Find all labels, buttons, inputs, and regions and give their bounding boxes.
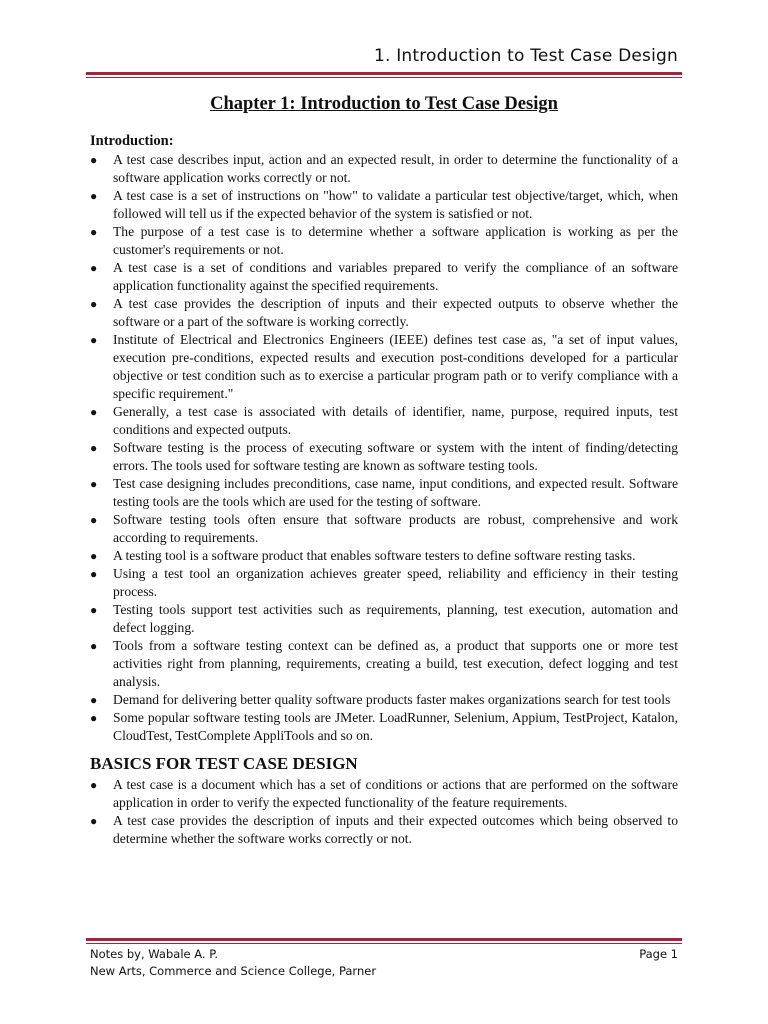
- list-item-text: Institute of Electrical and Electronics Engineers (IEEE) defines test case as, "a set of input values, execution pre-conditions, expected results and execution post-conditions developed for a particular objective or test condition such as to exercise a particular program path or to verify compliance with a specific requirement.": [113, 332, 678, 401]
- list-item-text: Test case designing includes preconditions, case name, input conditions, and expected result. Software testing tools are the tools which are used for the testing of software.: [113, 476, 678, 509]
- header-rule-thin: [86, 77, 682, 78]
- chapter-title-text: Chapter 1: Introduction to Test Case Design: [210, 94, 558, 114]
- list-item-text: A test case provides the description of inputs and their expected outputs to observe whether the software or a part of the software is working correctly.: [113, 296, 678, 329]
- list-item: [90, 709, 678, 745]
- list-item-text: Testing tools support test activities such as requirements, planning, test execution, automation and defect logging.: [113, 602, 678, 635]
- bullet-dot-icon: ●: [90, 189, 98, 203]
- bullet-dot-icon: ●: [90, 693, 98, 707]
- header-rule-thick: [86, 72, 682, 75]
- list-item: [90, 187, 678, 223]
- list-item: [90, 565, 678, 601]
- footer-left: [90, 946, 376, 980]
- list-item-text: Using a test tool an organization achieves greater speed, reliability and efficiency in their testing process.: [113, 566, 678, 599]
- bullet-dot-icon: ●: [90, 513, 98, 527]
- list-item-text: A test case is a document which has a set of conditions or actions that are performed on the software application in order to verify the expected functionality of the feature requirements.: [113, 777, 678, 810]
- chapter-title: [0, 94, 768, 115]
- list-item: [90, 403, 678, 439]
- bullet-dot-icon: ●: [90, 639, 98, 653]
- list-item: [90, 812, 678, 848]
- bullet-dot-icon: ●: [90, 261, 98, 275]
- bullet-dot-icon: ●: [90, 153, 98, 167]
- footer-page-number: Page 1: [639, 947, 678, 961]
- bullet-dot-icon: ●: [90, 778, 98, 792]
- list-item-text: A test case provides the description of inputs and their expected outcomes which being observed to determine whether the software works correctly or not.: [113, 813, 678, 846]
- list-item: [90, 295, 678, 331]
- list-item-text: Software testing is the process of executing software or system with the intent of finding/detecting errors. The tools used for software testing are known as software testing tools.: [113, 440, 678, 473]
- list-item: [90, 331, 678, 403]
- list-item: [90, 776, 678, 812]
- section-title: BASICS FOR TEST CASE DESIGN: [90, 754, 358, 773]
- bullet-dot-icon: ●: [90, 814, 98, 828]
- list-item: [90, 547, 678, 565]
- list-item-text: Generally, a test case is associated with details of identifier, name, purpose, required inputs, test conditions and expected outputs.: [113, 404, 678, 437]
- list-item-text: Demand for delivering better quality software products faster makes organizations search for test tools: [113, 692, 671, 707]
- bullet-dot-icon: ●: [90, 567, 98, 581]
- list-item-text: Tools from a software testing context can be defined as, a product that supports one or more test activities right from planning, requirements, creating a build, test execution, defect logging and test analysis.: [113, 638, 678, 689]
- footer-rule-thin: [86, 943, 682, 944]
- basics-bullet-list: [90, 776, 678, 848]
- bullet-dot-icon: ●: [90, 405, 98, 419]
- bullet-dot-icon: ●: [90, 549, 98, 563]
- list-item-text: A test case describes input, action and an expected result, in order to determine the functionality of a software application works correctly or not.: [113, 152, 678, 185]
- list-item: [90, 475, 678, 511]
- list-item-text: Some popular software testing tools are JMeter. LoadRunner, Selenium, Appium, TestProject, Katalon, CloudTest, TestComplete AppliTools and so on.: [113, 710, 678, 743]
- intro-bullet-list: [90, 151, 678, 745]
- list-item-text: A test case is a set of conditions and variables prepared to verify the compliance of an software application functionality against the specified requirements.: [113, 260, 678, 293]
- bullet-dot-icon: ●: [90, 441, 98, 455]
- list-item-text: Software testing tools often ensure that software products are robust, comprehensive and work according to requirements.: [113, 512, 678, 545]
- list-item: [90, 637, 678, 691]
- bullet-dot-icon: ●: [90, 711, 98, 725]
- list-item: [90, 601, 678, 637]
- footer-author: Notes by, Wabale A. P.: [90, 947, 219, 961]
- list-item: [90, 691, 678, 709]
- list-item: [90, 223, 678, 259]
- page-content: [90, 132, 678, 848]
- bullet-dot-icon: ●: [90, 225, 98, 239]
- bullet-dot-icon: ●: [90, 477, 98, 491]
- bullet-dot-icon: ●: [90, 603, 98, 617]
- list-item: [90, 439, 678, 475]
- footer-college: New Arts, Commerce and Science College, Parner: [90, 964, 377, 978]
- list-item-text: A test case is a set of instructions on "how" to validate a particular test objective/target, which, when followed will tell us if the expected behavior of the system is satisfied or not.: [113, 188, 678, 221]
- page-header-title: 1. Introduction to Test Case Design: [373, 46, 678, 66]
- list-item-text: The purpose of a test case is to determine whether a software application is working as per the customer's requirements or not.: [113, 224, 678, 257]
- list-item: [90, 511, 678, 547]
- list-item-text: A testing tool is a software product that enables software testers to define software resting tasks.: [113, 548, 636, 563]
- intro-label: Introduction:: [90, 133, 174, 149]
- list-item: [90, 151, 678, 187]
- bullet-dot-icon: ●: [90, 333, 98, 347]
- footer-rule-thick: [86, 938, 682, 941]
- bullet-dot-icon: ●: [90, 297, 98, 311]
- list-item: [90, 259, 678, 295]
